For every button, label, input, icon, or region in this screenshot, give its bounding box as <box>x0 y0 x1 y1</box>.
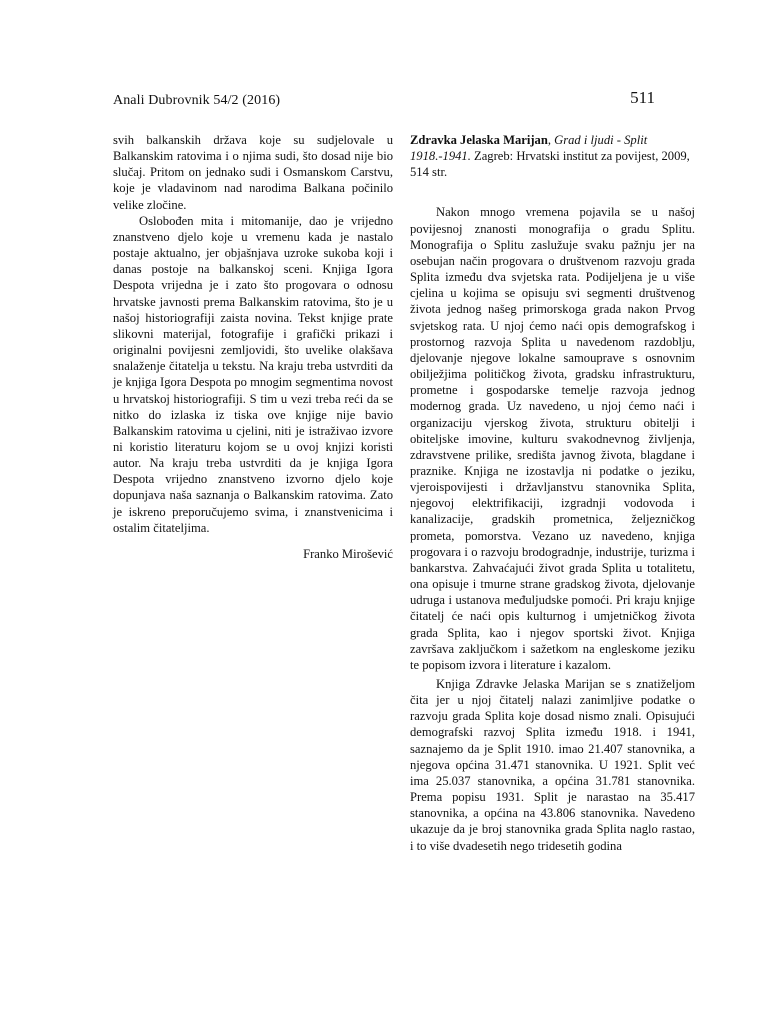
citation-separator: , <box>547 133 555 147</box>
right-paragraph-1: Nakon mnogo vremena pojavila se u našoj povijesnoj znanosti monografija o gradu Splitu. Monografija o Splitu zaslužuje svaku pažnju jer na osebujan način progovara o društvenom razvoju grada Splita između dva svjetska rata. Podijeljena je u više cjelina u kojima se opisuju svi segmenti društvenog života jednog našeg primorskoga grada nakon Prvog svjetskog rata. U njoj ćemo naći opis demografskog i prostornog razvoja Splita u navedenom razdoblju, djelovanje njegove lokalne samouprave s osnovnim obilježjima političkog života, gradsku infrastrukturu, prometne i gospodarske temelje razvoja jednog modernog grada. Uz navedeno, u njoj ćemo naći i organizaciju vjerskog života, strukturu obitelji i obiteljske imovine, kulturu svakodnevnog življenja, zdravstvene prilike, središta javnog života, blagdane i praznike. Knjiga ne izostavlja ni podatke o jeziku, vjeroispovijesti i državljanstvu stanovnika Splita, njegovoj elektrifikaciji, izgradnji vodovoda i kanalizacije, gradskih prometnica, željezničkog prometa, pomorstva. Vezano uz navedeno, knjiga progovara i o razvoju brodogradnje, industrije, turizma i bankarstva. Zahvaćajući život grada Splita u totalitetu, ona opisuje i tmurne strane gradskog života, djelovanje udruga i ustanova međuljudske pomoći. Pri kraju knjige čitatelj će naći opis kulturnog i umjetničkog života grada Splita, kao i njegov sportski život. Knjiga završava zaključkom i sažetkom na engleskome jeziku te popisom izvora i literature i kazalom. <box>410 205 695 672</box>
review-book-details: Zagreb: Hrvatski institut za povijest, 2009, 514 str. <box>410 149 690 180</box>
page-number: 511 <box>630 88 655 107</box>
review-book-title: Grad i ljudi - Split 1918.-1941. <box>410 133 648 164</box>
right-column <box>410 132 695 854</box>
review-book-author: Zdravka Jelaska Marijan <box>410 133 548 147</box>
right-paragraph-2: Knjiga Zdravke Jelaska Marijan se s znatiželjom čita jer u njoj čitatelj nalazi zanimljive podatke o razvoju grada Splita koje dosad nismo znali. Opisujući demografski razvoj Splita između 1918. i 1941, saznajemo da je Split 1910. imao 21.407 stanovnika, a njegova općina 31.471 stanovnika. U 1921. Split već ima 25.037 stanovnika, a općina 31.781 stanovnika. Prema popisu 1931. Split je narastao na 35.417 stanovnika, a općina na 43.806 stanovnika. Navedeno ukazuje da je broj stanovnika grada Splita naglo rastao, i to više dvadesetih nego tridesetih godina <box>410 677 695 853</box>
left-paragraph-2: Oslobođen mita i mitomanije, dao je vrijedno znanstveno djelo koje u vremenu kada je nastalo postaje aktualno, jer objašnjava uzroke sukoba koji i danas postoje na balkanskoj sceni. Knjiga Igora Despota vrijedna je i zato što progovara o odnosu hrvatske javnosti prema Balkanskim ratovima, što je u našoj historiografiji zaista novina. Tekst knjige prate slikovni materijal, fotografije i grafički prikazi i originalni povijesni zemljovidi, što uvelike olakšava snalaženje čitatelja u tekstu. Na kraju treba ustvrditi da je knjiga Igora Despota po mnogim segmentima novost u hrvatskoj historiografiji. S tim u vezi treba reći da se nitko do izlaska iz tiska ove knjige nije bavio Balkanskim ratovima u cjelini, niti je istraživao izvore ni koristio literaturu kojom se u ovoj knjizi koristi autor. Na kraju treba ustvrditi da je knjiga Igora Despota vrijedno znanstveno izvorno djelo koje dopunjava naša saznanja o Balkanskim ratovima. Zato je iskreno preporučujemo svima, i znanstvenicima i ostalim čitateljima. <box>113 213 393 535</box>
left-column <box>113 132 393 562</box>
left-paragraph-1: svih balkanskih država koje su sudjelovale u Balkanskim ratovima i o njima sudi, što dosad nije bio slučaj. Pritom on jednako sudi i Osmanskom Carstvu, koje je vladavinom nad narodima Balkana počinilo velike zločine. <box>113 133 393 212</box>
review-signature: Franko Mirošević <box>303 546 393 561</box>
journal-title: Anali Dubrovnik 54/2 (2016) <box>113 93 281 108</box>
review-citation <box>410 132 695 180</box>
